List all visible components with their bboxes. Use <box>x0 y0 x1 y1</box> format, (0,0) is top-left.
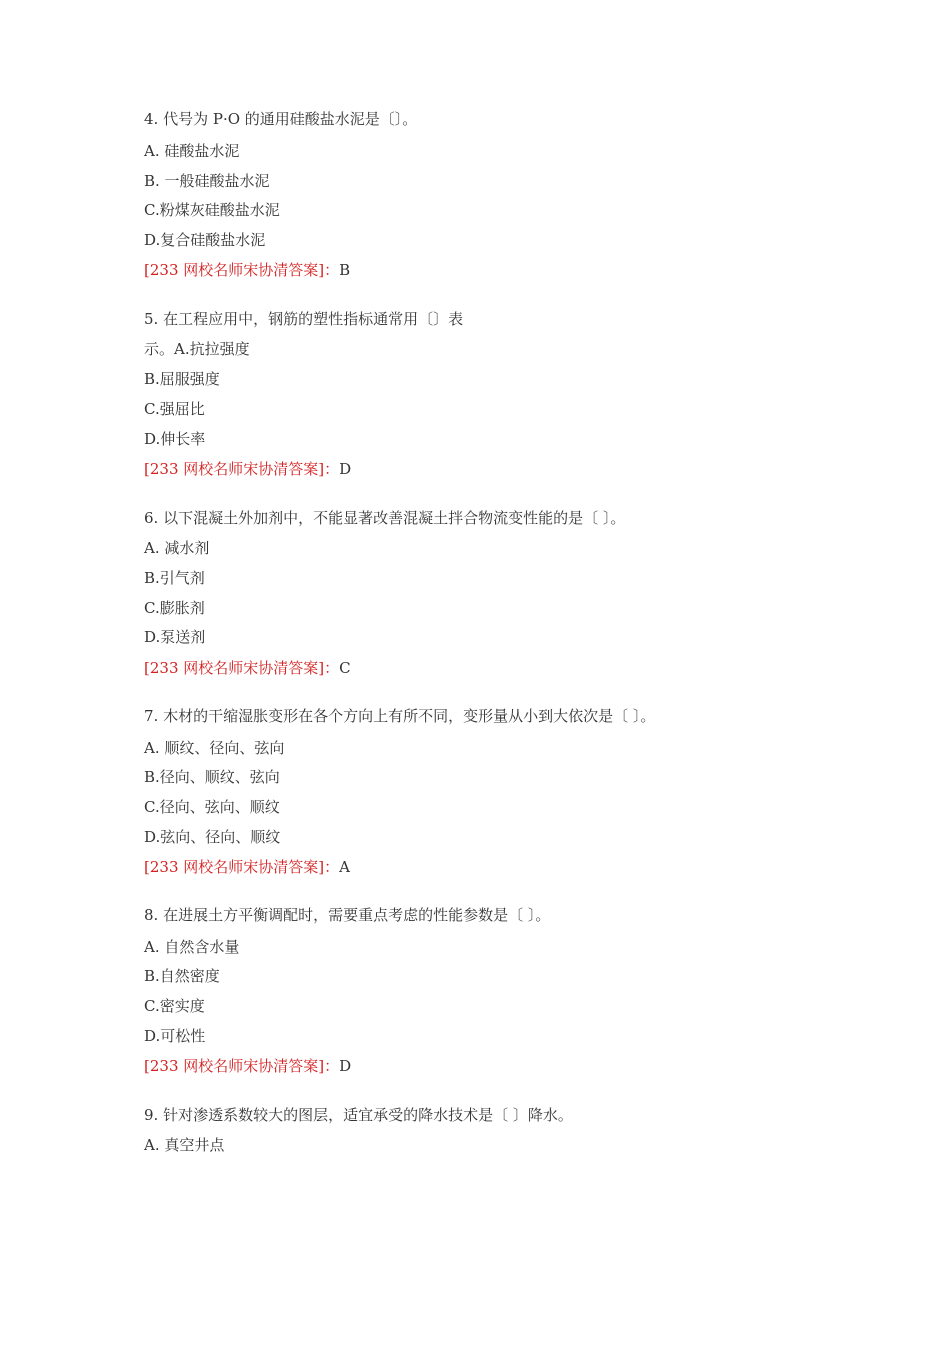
option-d: D.可松性 <box>144 1027 206 1045</box>
option-b: B.引气剂 <box>144 569 205 587</box>
option-c: C.强屈比 <box>144 400 205 418</box>
option-d: D.复合硅酸盐水泥 <box>144 231 266 249</box>
option-a: A. 硅酸盐水泥 <box>144 142 240 160</box>
option-b: B. 一般硅酸盐水泥 <box>144 172 270 190</box>
answer-value: B <box>339 261 351 279</box>
option-c: C.密实度 <box>144 997 205 1015</box>
answer-7 <box>144 857 350 877</box>
question-4: 4. 代号为 P·O 的通用硅酸盐水泥是〔〕。 <box>144 110 418 128</box>
option-d: D.伸长率 <box>144 430 206 448</box>
option-c: C.径向、弦向、顺纹 <box>144 798 280 816</box>
answer-4 <box>144 260 350 280</box>
option-c: C.粉煤灰硅酸盐水泥 <box>144 201 280 219</box>
answer-label: [233 网校名师宋协清答案]： <box>144 659 340 677</box>
question-5: 5. 在工程应用中，钢筋的塑性指标通常用〔〕表 <box>144 310 464 328</box>
option-b: B.自然密度 <box>144 967 220 985</box>
option-a: A. 减水剂 <box>144 539 210 557</box>
answer-value: D <box>339 460 352 478</box>
answer-value: C <box>339 659 351 677</box>
option-a: A. 真空井点 <box>144 1136 225 1154</box>
answer-value: A <box>339 858 350 876</box>
answer-5 <box>144 459 351 479</box>
question-7: 7. 木材的干缩湿胀变形在各个方向上有所不同，变形量从小到大依次是〔 〕。 <box>144 707 656 725</box>
answer-label: [233 网校名师宋协清答案]： <box>144 460 340 478</box>
option-b: B.屈服强度 <box>144 370 220 388</box>
option-b: B.径向、顺纹、弦向 <box>144 768 280 786</box>
answer-value: D <box>339 1057 352 1075</box>
option-d: D.弦向、径向、顺纹 <box>144 828 281 846</box>
answer-6 <box>144 658 351 678</box>
option-a: A. 顺纹、径向、弦向 <box>144 739 285 757</box>
option-d: D.泵送剂 <box>144 628 206 646</box>
option-c: C.膨胀剂 <box>144 599 205 617</box>
answer-label: [233 网校名师宋协清答案]： <box>144 858 340 876</box>
question-8: 8. 在进展土方平衡调配时，需要重点考虑的性能参数是〔 〕。 <box>144 906 551 924</box>
option-a: A. 自然含水量 <box>144 938 240 956</box>
answer-8 <box>144 1056 351 1076</box>
question-6: 6. 以下混凝土外加剂中，不能显著改善混凝土拌合物流变性能的是〔 〕。 <box>144 509 626 527</box>
answer-label: [233 网校名师宋协清答案]： <box>144 261 340 279</box>
question-9: 9. 针对渗透系数较大的图层，适宜承受的降水技术是〔 〕降水。 <box>144 1106 573 1124</box>
answer-label: [233 网校名师宋协清答案]： <box>144 1057 340 1075</box>
question-5-continued: 示。A.抗拉强度 <box>144 340 250 358</box>
